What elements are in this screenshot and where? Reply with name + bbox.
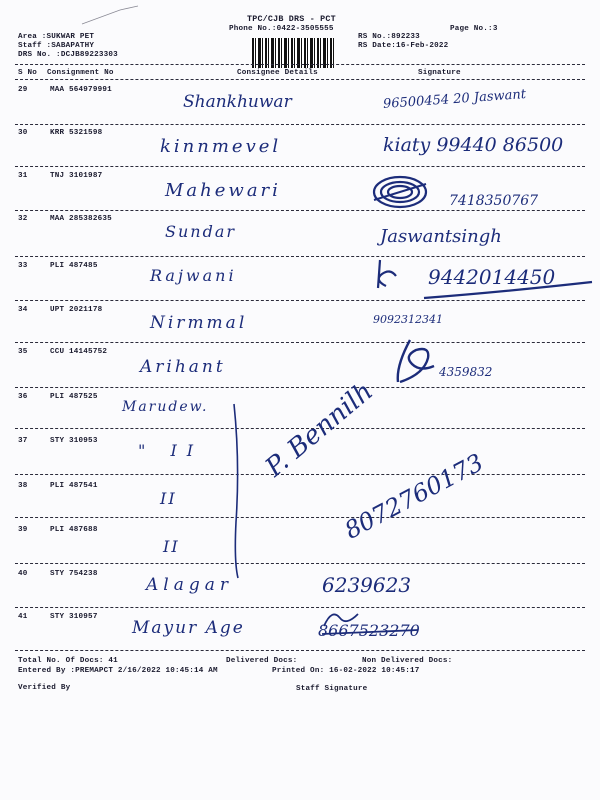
row-sno: 37 [18,437,28,445]
row-consignment: STY 310953 [50,437,98,445]
column-consignment: Consignment No [47,69,114,77]
row-consignment: STY 754238 [50,570,98,578]
non-delivered-docs: Non Delivered Docs: [362,657,453,665]
row-consignment: MAA 564979991 [50,86,112,94]
divider [15,517,585,518]
divider [15,124,585,125]
divider [15,210,585,211]
row-signature-handwritten: 7418350767 [449,193,539,209]
verified-by: Verified By [18,684,71,692]
row-sno: 39 [18,526,28,534]
column-sno: S No [18,69,38,77]
rs-number: RS No.:892233 [358,33,420,41]
row-consignee-handwritten: Marudew. [122,399,209,415]
divider [15,650,585,651]
row-sno: 29 [18,86,28,94]
divider [15,300,585,301]
area-label: Area :SUKWAR PET [18,33,95,41]
row-sno: 35 [18,348,28,356]
scribble-signature-mark [366,170,436,214]
divider [15,607,585,608]
phone-number: Phone No.:0422-3505555 [229,25,334,33]
divider [15,64,585,65]
row-consignee-handwritten: Nirmmal [150,313,248,333]
row-consignee-handwritten: Shankhuwar [183,92,292,112]
row-consignment: PLI 487688 [50,526,98,534]
pen-scribble-mark [80,4,140,28]
document-title: TPC/CJB DRS - PCT [247,14,336,24]
row-consignee-handwritten: Alagar [146,575,233,595]
row-consignee-handwritten: Mahewari [165,180,281,201]
row-consignee-handwritten: Mayur Age [132,618,245,638]
row-sno: 36 [18,393,28,401]
delivered-docs: Delivered Docs: [226,657,298,665]
drs-number: DRS No. :DCJB89223303 [18,51,118,59]
row-consignment: TNJ 3101987 [50,172,103,180]
entered-by: Entered By :PREMAPCT 2/16/2022 10:45:14 AM [18,667,218,675]
row-sno: 31 [18,172,28,180]
group-signature-name: P. Bennilh [260,376,379,483]
row-signature-handwritten: 6239623 [322,573,412,597]
row-consignee-handwritten: " II [138,441,204,460]
row-consignee-handwritten: Sundar [165,222,236,241]
divider [15,563,585,564]
total-docs: Total No. Of Docs: 41 [18,657,118,665]
row-consignment: KRR 5321598 [50,129,103,137]
row-sno: 33 [18,262,28,270]
row-signature-handwritten: 96500454 20 Jaswant [382,87,527,112]
printed-on: Printed On: 16-02-2022 10:45:17 [272,667,420,675]
row-signature-handwritten: kiaty 99440 86500 [383,134,564,156]
row-consignment: MAA 285382635 [50,215,112,223]
row-consignee-handwritten: II [160,489,177,508]
row-sno: 30 [18,129,28,137]
column-signature: Signature [418,69,461,77]
staff-label: Staff :SABAPATHY [18,42,95,50]
row-consignment: STY 310957 [50,613,98,621]
divider [15,474,585,475]
divider [15,387,585,388]
group-signature-phone: 8072760173 [340,448,488,545]
divider [15,342,585,343]
divider [15,166,585,167]
row-sno: 41 [18,613,28,621]
row-sno: 34 [18,306,28,314]
row-sno: 38 [18,482,28,490]
row-signature-handwritten: 4359832 [439,365,493,379]
row-sno: 40 [18,570,28,578]
page-number: Page No.:3 [450,25,498,33]
row-consignee-handwritten: II [163,537,180,556]
row-signature-handwritten: Jaswantsingh [380,226,502,247]
row-sno: 32 [18,215,28,223]
row-consignment: CCU 14145752 [50,348,108,356]
row-consignment: PLI 487485 [50,262,98,270]
staff-signature: Staff Signature [296,685,368,693]
scribble-signature-mark [390,336,446,388]
row-signature-handwritten: 9442014450 [428,265,556,289]
signature-underline-stroke [372,256,597,304]
row-consignee-handwritten: Arihant [140,357,226,377]
row-consignment: PLI 487525 [50,393,98,401]
row-consignment: UPT 2021178 [50,306,103,314]
rs-date: RS Date:16-Feb-2022 [358,42,449,50]
row-signature-handwritten: 8667523270 [318,621,420,640]
row-consignee-handwritten: Rajwani [150,266,237,285]
row-consignment: PLI 487541 [50,482,98,490]
row-consignee-handwritten: kinnmevel [160,136,282,157]
column-consignee: Consignee Details [237,69,318,77]
row-signature-handwritten: 9092312341 [373,313,443,326]
bracket-line [224,402,254,582]
signature-strike-stroke [318,604,428,644]
divider [15,79,585,80]
